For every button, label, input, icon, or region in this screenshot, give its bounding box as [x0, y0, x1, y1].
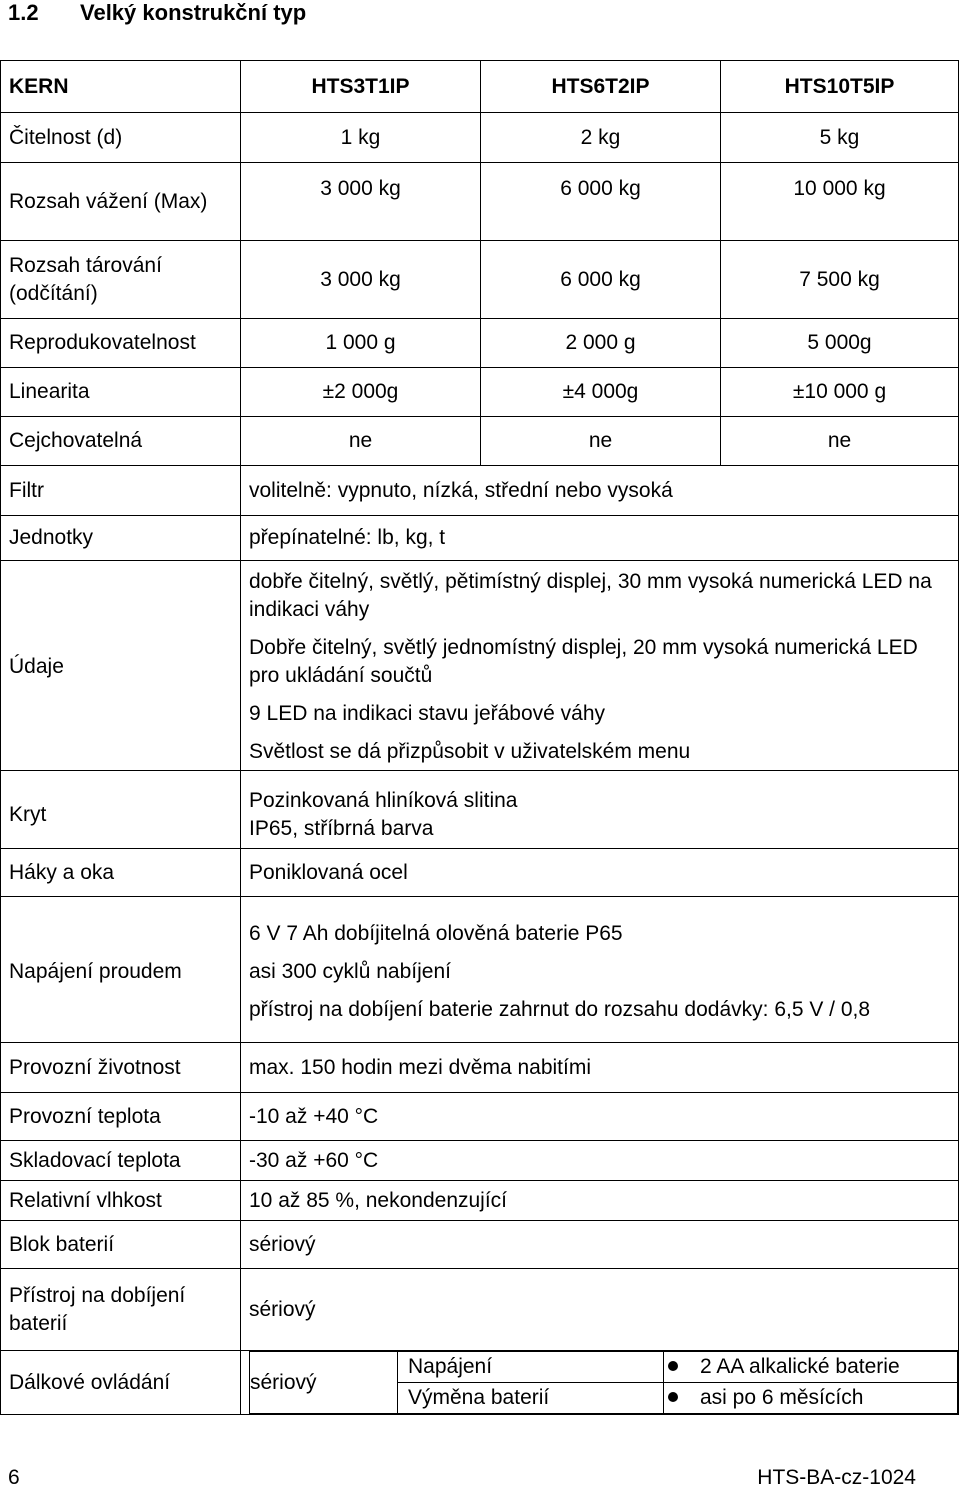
table-row [1, 1181, 959, 1221]
row-label: Linearita [1, 368, 241, 417]
row-label: Jednotky [1, 516, 241, 561]
housing-line: IP65, stříbrná barva [249, 816, 434, 840]
remote-sub-item [664, 1383, 958, 1414]
row-label: Kryt [1, 771, 241, 849]
row-label: Skladovací teplota [1, 1141, 241, 1181]
row-value: max. 150 hodin mezi dvěma nabitími [241, 1043, 959, 1093]
row-value: -10 až +40 °C [241, 1093, 959, 1141]
remote-subtable [249, 1351, 958, 1414]
row-label: Reprodukovatelnost [1, 319, 241, 368]
display-line: Dobře čitelný, světlý jednomístný displej, 20 mm vysoká numerická LED pro ukládání součtů [249, 636, 918, 687]
row-value: 7 500 kg [721, 241, 959, 319]
table-row [1, 849, 959, 897]
table-row [1, 1043, 959, 1093]
remote-sub-value: asi po 6 měsících [700, 1386, 864, 1409]
section-number: 1.2 [8, 0, 39, 25]
table-row [1, 771, 959, 849]
row-value: přepínatelné: lb, kg, t [241, 516, 959, 561]
row-value: 2 000 g [481, 319, 721, 368]
bullet-icon [668, 1392, 678, 1402]
model-name: HTS3T1IP [241, 61, 481, 113]
table-row [1, 466, 959, 516]
section-title: Velký konstrukční typ [80, 0, 307, 25]
row-value: 10 000 kg [721, 163, 959, 241]
table-row [1, 1351, 959, 1415]
row-value: ±2 000g [241, 368, 481, 417]
row-label: Háky a oka [1, 849, 241, 897]
table-row [1, 163, 959, 241]
remote-sub-item [664, 1352, 958, 1383]
row-value: Poniklovaná ocel [241, 849, 959, 897]
row-value: 2 kg [481, 113, 721, 163]
table-row [1, 241, 959, 319]
row-label: Rozsah vážení (Max) [1, 163, 241, 241]
page-number: 6 [8, 1466, 20, 1489]
row-label: Napájení proudem [1, 897, 241, 1043]
row-value: sériový [250, 1352, 398, 1414]
table-header-row [1, 61, 959, 113]
table-row [1, 561, 959, 771]
section-heading [8, 0, 306, 26]
bullet-icon [668, 1361, 678, 1371]
row-value: 1 000 g [241, 319, 481, 368]
table-row [1, 113, 959, 163]
row-value: ne [721, 417, 959, 466]
power-line: 6 V 7 Ah dobíjitelná olověná baterie P65 [249, 921, 623, 945]
row-value-list [241, 561, 959, 771]
power-line: přístroj na dobíjení baterie zahrnut do rozsahu dodávky: 6,5 V / 0,8 [249, 997, 871, 1021]
row-value: ±10 000 g [721, 368, 959, 417]
row-value: ne [481, 417, 721, 466]
row-value: volitelně: vypnuto, nízká, střední nebo vysoká [241, 466, 959, 516]
display-line: 9 LED na indikaci stavu jeřábové váhy [249, 702, 606, 725]
row-label: Údaje [1, 561, 241, 771]
display-line: Světlost se dá přizpůsobit v uživatelském menu [249, 740, 691, 763]
row-label: Čitelnost (d) [1, 113, 241, 163]
document-code: HTS-BA-cz-1024 [757, 1466, 916, 1489]
row-value: 3 000 kg [241, 241, 481, 319]
table-row [1, 417, 959, 466]
row-value: 6 000 kg [481, 241, 721, 319]
row-label: Cejchovatelná [1, 417, 241, 466]
table-row [1, 897, 959, 1043]
row-value: 3 000 kg [241, 163, 481, 241]
row-value: 1 kg [241, 113, 481, 163]
power-line: asi 300 cyklů nabíjení [249, 959, 451, 983]
row-value: -30 až +60 °C [241, 1141, 959, 1181]
remote-sub-key: Napájení [398, 1352, 664, 1383]
table-row [1, 1141, 959, 1181]
row-label: Rozsah tárování (odčítání) [1, 241, 241, 319]
display-line: dobře čitelný, světlý, pětimístný displej, 30 mm vysoká numerická LED na indikaci váhy [249, 570, 932, 621]
model-name: HTS10T5IP [721, 61, 959, 113]
row-value-list [241, 897, 959, 1043]
row-label: Relativní vlhkost [1, 1181, 241, 1221]
row-label: Provozní teplota [1, 1093, 241, 1141]
row-value: ±4 000g [481, 368, 721, 417]
row-value: ne [241, 417, 481, 466]
remote-cell [241, 1351, 959, 1415]
remote-sub-value: 2 AA alkalické baterie [700, 1355, 900, 1378]
spec-table [0, 60, 959, 1415]
row-label: Provozní životnost [1, 1043, 241, 1093]
row-value: sériový [241, 1269, 959, 1351]
row-value: 5 kg [721, 113, 959, 163]
row-label: Dálkové ovládání [1, 1351, 241, 1415]
row-value-list [241, 771, 959, 849]
table-row [1, 1269, 959, 1351]
table-row [1, 1093, 959, 1141]
row-value: 10 až 85 %, nekondenzující [241, 1181, 959, 1221]
header-label: KERN [1, 61, 241, 113]
table-row [1, 1221, 959, 1269]
table-row [1, 319, 959, 368]
remote-sub-key: Výměna baterií [398, 1383, 664, 1414]
row-label: Přístroj na dobíjení baterií [1, 1269, 241, 1351]
table-row [1, 368, 959, 417]
housing-line: Pozinkovaná hliníková slitina [249, 788, 518, 812]
row-value: 6 000 kg [481, 163, 721, 241]
row-label: Filtr [1, 466, 241, 516]
row-label: Blok baterií [1, 1221, 241, 1269]
row-value: sériový [241, 1221, 959, 1269]
table-row [1, 516, 959, 561]
row-value: 5 000g [721, 319, 959, 368]
model-name: HTS6T2IP [481, 61, 721, 113]
